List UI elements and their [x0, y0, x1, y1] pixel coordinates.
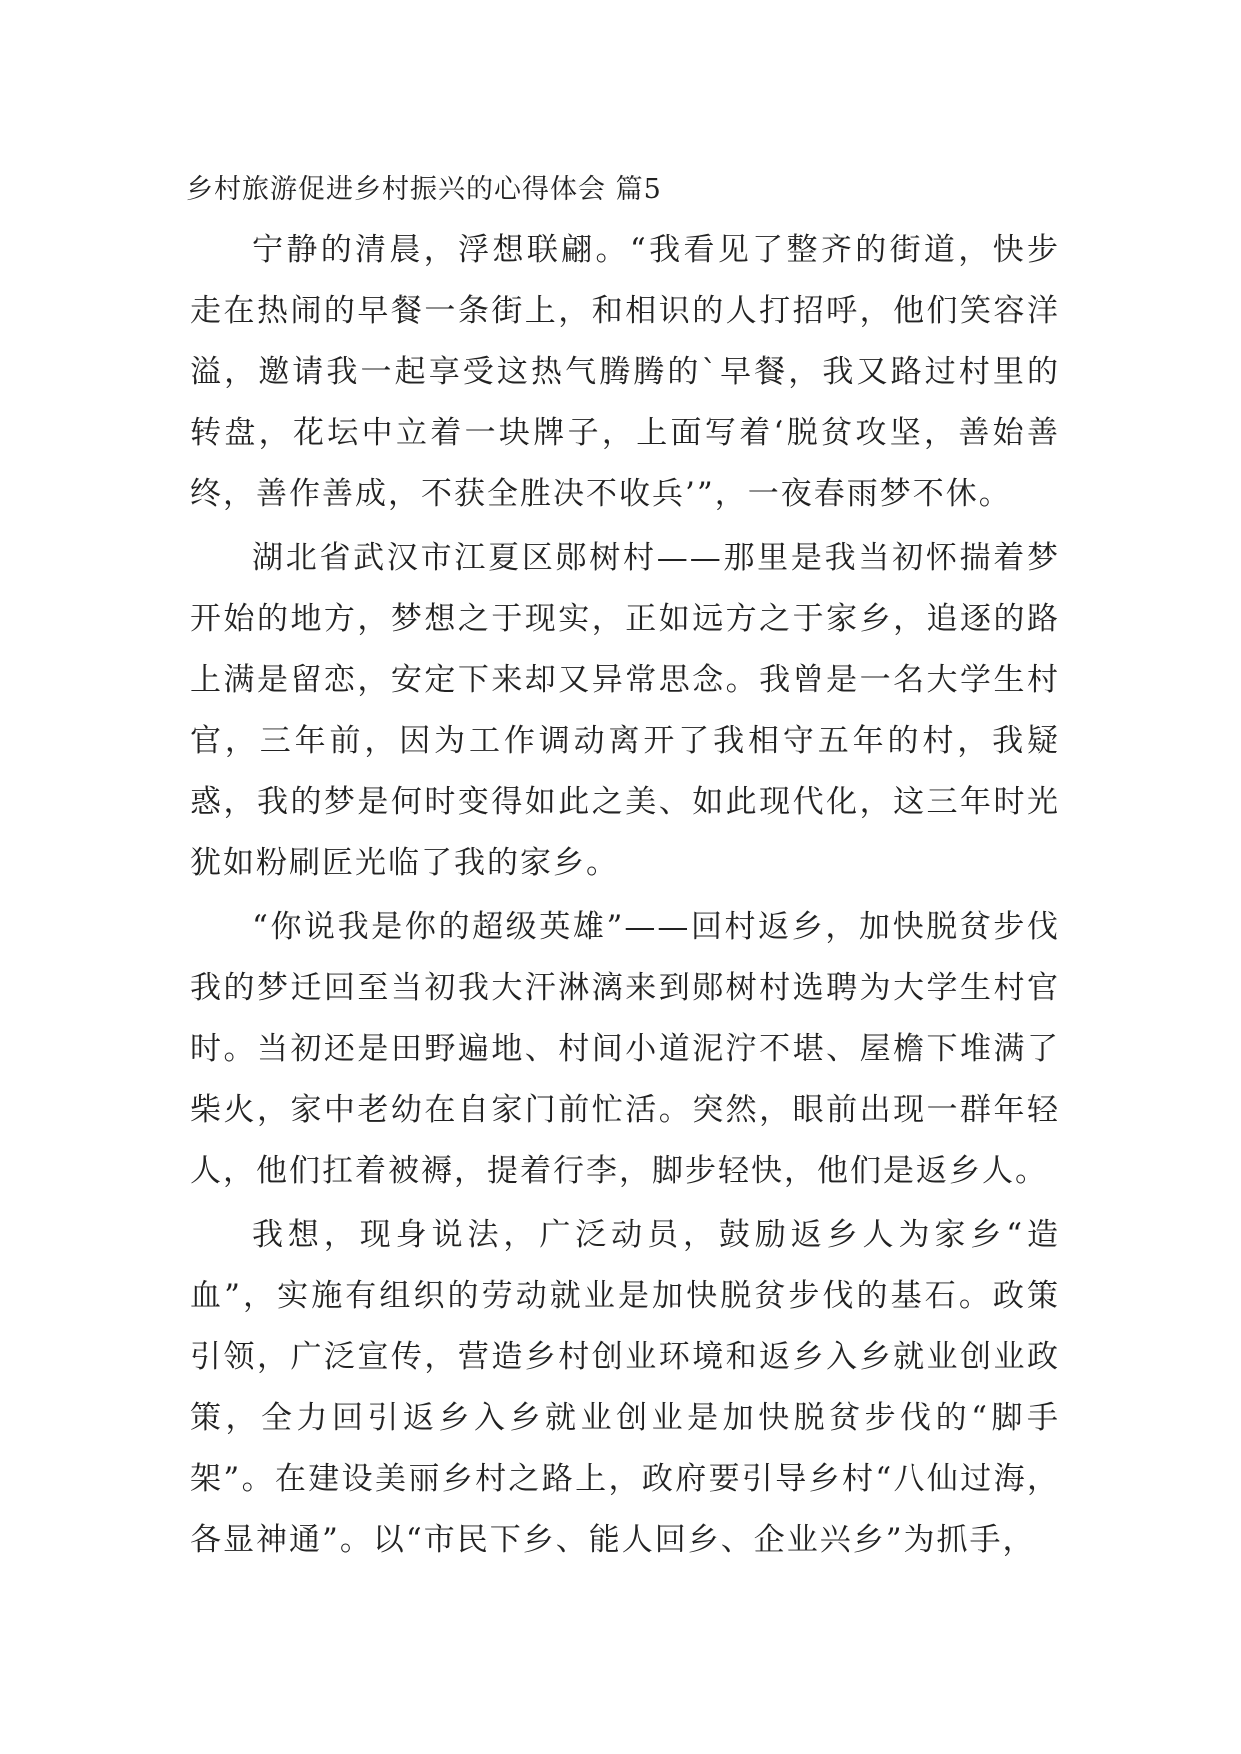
paragraph: 湖北省武汉市江夏区郧树村——那里是我当初怀揣着梦开始的地方，梦想之于现实，正如远方之于家乡，追逐的路上满是留恋，安定下来却又异常思念。我曾是一名大学生村官，三年前，因为工作调动离开了我相守五年的村，我疑惑，我的梦是何时变得如此之美、如此现代化，这三年时光犹如粉刷匠光临了我的家乡。: [190, 540, 1060, 881]
document-body: [186, 160, 1060, 1574]
paragraph: 宁静的清晨，浮想联翩。“我看见了整齐的街道，快步走在热闹的早餐一条街上，和相识的人打招呼，他们笑容洋溢，邀请我一起享受这热气腾腾的`早餐，我又路过村里的转盘，花坛中立着一块牌子，上面写着‘脱贫攻坚，善始善终，善作善成，不获全胜决不收兵’”，一夜春雨梦不休。: [190, 232, 1060, 512]
document-title: 乡村旅游促进乡村振兴的心得体会 篇5: [186, 174, 662, 205]
paragraph: “你说我是你的超级英雄”——回村返乡，加快脱贫步伐我的梦迁回至当初我大汗淋漓来到郧树村选聘为大学生村官时。当初还是田野遍地、村间小道泥泞不堪、屋檐下堆满了柴火，家中老幼在自家门前忙活。突然，眼前出现一群年轻人，他们扛着被褥，提着行李，脚步轻快，他们是返乡人。: [190, 909, 1060, 1189]
paragraph: 我想，现身说法，广泛动员，鼓励返乡人为家乡“造血”，实施有组织的劳动就业是加快脱贫步伐的基石。政策引领，广泛宣传，营造乡村创业环境和返乡入乡就业创业政策，全力回引返乡入乡就业创业是加快脱贫步伐的“脚手架”。在建设美丽乡村之路上，政府要引导乡村“八仙过海，各显神通”。以“市民下乡、能人回乡、企业兴乡”为抓手，: [190, 1217, 1060, 1558]
